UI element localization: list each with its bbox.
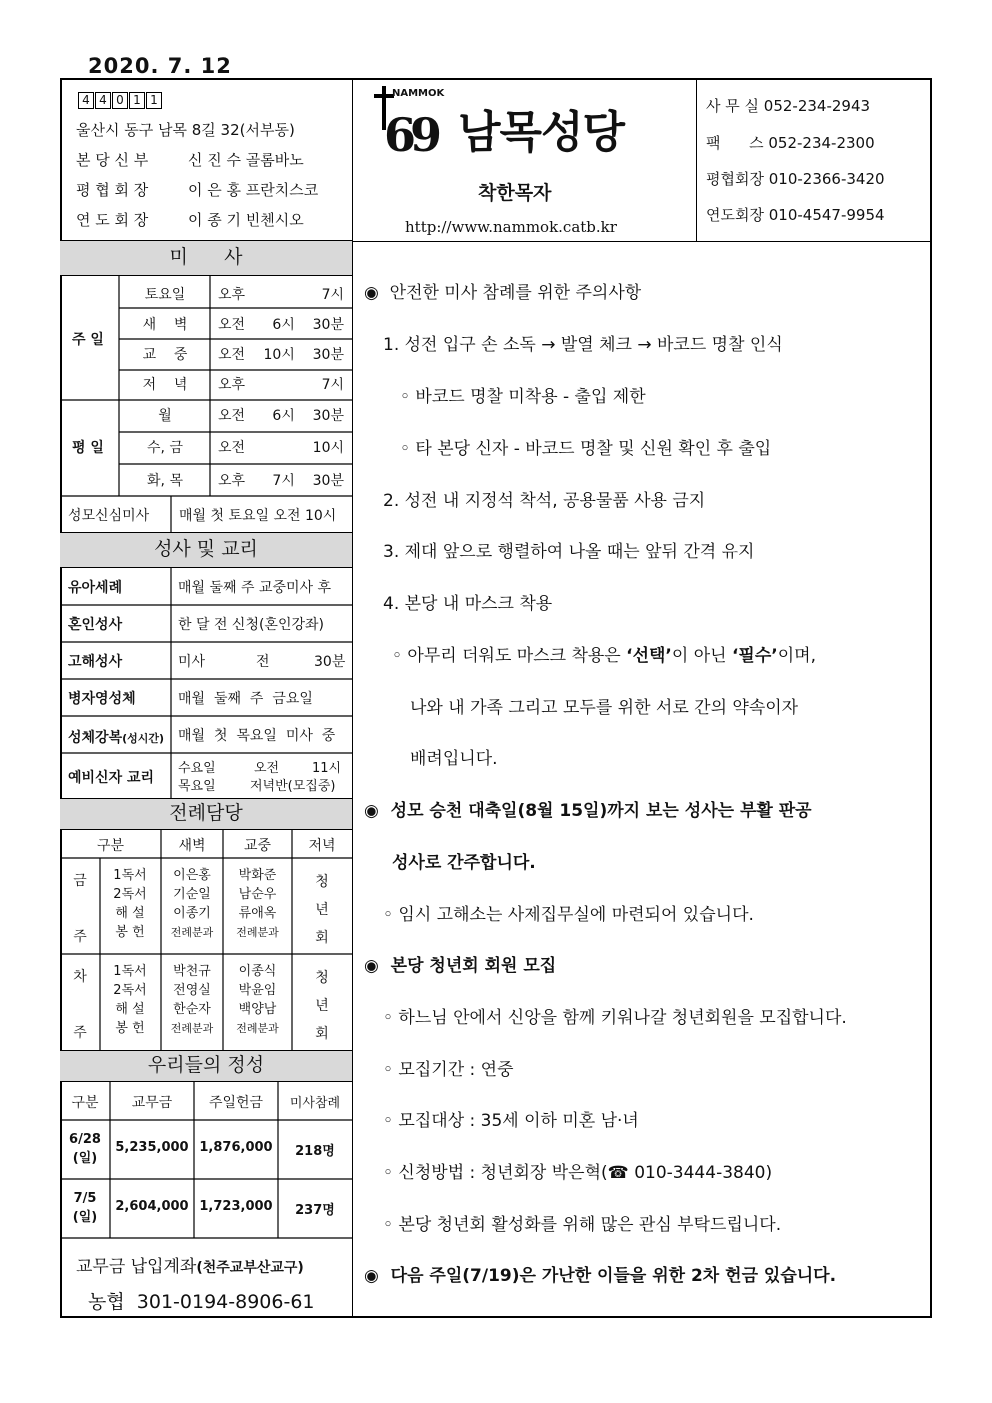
offering-date: 7/5 (일) [72, 1191, 98, 1225]
offering-dues: 5,235,000 [115, 1140, 189, 1155]
liturgy-header: 저녁 [308, 838, 336, 854]
church-name-logo: 남목성당 [458, 107, 625, 158]
sacrament-value: 한 달 전 신청(혼인강좌) [178, 617, 324, 633]
mass-ampm: 오후 [218, 287, 246, 303]
sacrament-value: 저녁반(모집중) [250, 779, 336, 794]
week-label: 금 [73, 873, 87, 889]
notice-subitem: ◦ 타 본당 신자 - 바코드 명찰 및 신원 확인 후 출입 [400, 439, 772, 459]
zip-digit: 4 [95, 92, 111, 109]
marian-mass-label: 성모신심미사 [68, 508, 150, 524]
logo-69-mark: 69 [384, 108, 437, 162]
offering-dues: 2,604,000 [115, 1199, 189, 1214]
offering-header: 교무금 [131, 1095, 173, 1111]
contact-office: 사 무 실 052-234-2943 [706, 97, 871, 115]
notice-second-collection: ◉ 다음 주일(7/19)은 가난한 이들을 위한 2차 헌금 있습니다. [364, 1266, 837, 1286]
liturgy-roles: 1독서 2독서 해 설 봉 헌 [113, 868, 147, 940]
weekday-label: 평 일 [72, 440, 104, 456]
mass-ampm: 오전 [218, 440, 246, 456]
sacrament-value: 수요일 [178, 761, 216, 776]
sacrament-value: 30분 [314, 654, 346, 670]
zip-code [78, 92, 163, 109]
sacrament-name: 병자영성체 [68, 691, 136, 707]
zip-digit: 4 [78, 92, 94, 109]
sacrament-value: 매월 둘째 주 금요일 [178, 691, 313, 707]
notice-confession-title: ◉ 성모 승천 대축일(8월 15일)까지 보는 성사는 부활 판공 [364, 801, 812, 821]
offering-header: 주일헌금 [208, 1095, 264, 1111]
mass-time: 7시 [321, 287, 344, 303]
sacrament-value: 전 [256, 654, 270, 670]
mass-time: 7시 30분 [272, 473, 344, 489]
contact-fax: 팩 스 052-234-2300 [706, 134, 875, 152]
mass-time: 7시 [321, 377, 344, 393]
yeondo-name: 이 종 기 빈첸시오 [188, 211, 304, 229]
notice-item: 4. 본당 내 마스크 착용 [383, 594, 553, 614]
church-address: 울산시 동구 남목 8길 32(서부동) [76, 121, 295, 139]
notice-subitem: ◦ 임시 고해소는 사제집무실에 마련되어 있습니다. [383, 905, 754, 925]
notice-subitem: ◦ 하느님 안에서 신앙을 함께 키워나갈 청년회원을 모집합니다. [383, 1008, 847, 1028]
mass-day: 수, 금 [147, 440, 183, 456]
liturgy-main-names: 이종식 박윤임 백양남 전례분과 [236, 964, 279, 1035]
sacraments-section-title: 성사 및 교리 [60, 532, 352, 568]
liturgy-dawn-names: 박천규 전영실 한순자 전례분과 [170, 964, 214, 1035]
pastor-role: 본 당 신 부 [76, 151, 149, 169]
liturgy-header: 교중 [243, 838, 272, 854]
sunday-label: 주 일 [72, 332, 104, 348]
sacrament-value: 11시 [312, 761, 342, 776]
contact-yeondo: 연도회장 010-4547-9954 [706, 206, 885, 224]
sacrament-name: 성체강복(성시간) [68, 730, 165, 746]
notice-subitem: ◦ 모집기간 : 연중 [383, 1060, 514, 1080]
mass-ampm: 오전 [218, 408, 246, 424]
mass-time: 6시 30분 [272, 408, 344, 424]
church-url[interactable]: http://www.nammok.catb.kr [405, 218, 617, 236]
mass-time: 10시 30분 [263, 347, 344, 363]
mass-ampm: 오후 [218, 377, 246, 393]
account-number: 농협 301-0194-8906-61 [88, 1291, 315, 1313]
logo-english-text: NAMMOK [392, 88, 445, 99]
column-divider [352, 80, 353, 1316]
offering-date: 6/28 (일) [69, 1132, 101, 1166]
zip-digit: 1 [146, 92, 162, 109]
notice-safety-title: ◉ 안전한 미사 참례를 위한 주의사항 [364, 283, 642, 303]
account-label: 교무금 납입계좌(천주교부산교구) [76, 1257, 304, 1277]
sacrament-name: 고해성사 [68, 654, 123, 670]
notice-item: 1. 성전 입구 손 소독 → 발열 체크 → 바코드 명찰 인식 [383, 335, 783, 355]
offering-collection: 1,876,000 [199, 1140, 273, 1155]
notice-subitem: ◦ 바코드 명찰 미착용 - 출입 제한 [400, 387, 646, 407]
mass-ampm: 오후 [218, 473, 246, 489]
liturgy-header: 새벽 [178, 838, 206, 854]
notice-subitem: ◦ 모집대상 : 35세 이하 미혼 남·녀 [383, 1111, 639, 1131]
liturgy-section-title: 전례담당 [60, 798, 352, 830]
yeondo-role: 연 도 회 장 [76, 211, 149, 229]
zip-digit: 1 [129, 92, 145, 109]
offering-header: 미사참례 [289, 1096, 341, 1111]
liturgy-dawn-names: 이은홍 기순일 이종기 전례분과 [170, 868, 214, 939]
liturgy-header: 구분 [96, 838, 125, 854]
mass-day: 월 [158, 408, 172, 424]
offering-section-title: 우리들의 정성 [60, 1050, 352, 1082]
mass-time: 10시 [312, 440, 344, 456]
sacrament-name: 혼인성사 [68, 617, 123, 633]
notice-subitem: ◦ 본당 청년회 활성화를 위해 많은 관심 부탁드립니다. [383, 1215, 782, 1235]
sacrament-value: 미사 [178, 654, 206, 670]
council-name: 이 은 홍 프란치스코 [188, 181, 319, 199]
mass-ampm: 오전 [218, 317, 246, 333]
week-label: 차 [73, 969, 87, 985]
sacrament-value: 오전 [254, 761, 280, 776]
notice-subitem-cont: 나와 내 가족 그리고 모두를 위한 서로 간의 약속이자 [410, 698, 799, 718]
mass-day: 교 중 [142, 347, 188, 363]
mass-day: 화, 목 [147, 473, 183, 489]
notice-confession-title-cont: 성사로 간주합니다. [392, 853, 536, 873]
pastor-name: 신 진 수 골롬바노 [188, 151, 304, 169]
contact-council: 평협회장 010-2366-3420 [706, 170, 885, 188]
offering-collection: 1,723,000 [199, 1199, 273, 1214]
bulletin-subtitle: 착한목자 [478, 182, 552, 204]
council-role: 평 협 회 장 [76, 181, 149, 199]
notice-subitem-cont: 배려입니다. [410, 749, 498, 769]
sacrament-value: 목요일 [178, 779, 216, 794]
liturgy-main-names: 박화준 남순우 류애옥 전례분과 [236, 868, 279, 939]
week-label: 주 [73, 1025, 87, 1041]
notice-item: 3. 제대 앞으로 행렬하여 나올 때는 앞뒤 간격 유지 [383, 542, 755, 562]
sacrament-name: 유아세례 [68, 580, 123, 596]
mass-ampm: 오전 [218, 347, 246, 363]
liturgy-evening: 청 년 회 [315, 874, 329, 946]
mass-day: 새 벽 [142, 317, 188, 333]
offering-attendance: 237명 [295, 1203, 335, 1218]
mass-time: 6시 30분 [272, 317, 344, 333]
bulletin-date: 2020. 7. 12 [88, 54, 232, 78]
header-contact-divider [696, 80, 697, 241]
sacrament-value: 매월 둘째 주 교중미사 후 [178, 580, 332, 596]
notice-subitem: ◦ 아무리 더워도 마스크 착용은 ‘선택’이 아닌 ‘필수’이며, [392, 646, 816, 666]
mass-day: 토요일 [144, 287, 186, 303]
liturgy-roles: 1독서 2독서 해 설 봉 헌 [113, 964, 147, 1036]
mass-day: 저 녁 [142, 377, 188, 393]
offering-header: 구분 [71, 1095, 99, 1111]
liturgy-evening: 청 년 회 [315, 970, 329, 1042]
notice-youth-title: ◉ 본당 청년회 회원 모집 [364, 956, 557, 976]
notice-subitem: ◦ 신청방법 : 청년회장 박은혁(☎ 010-3444-3840) [383, 1163, 773, 1183]
offering-attendance: 218명 [295, 1144, 335, 1159]
marian-mass-value: 매월 첫 토요일 오전 10시 [179, 508, 337, 524]
zip-digit: 0 [112, 92, 128, 109]
sacrament-name: 예비신자 교리 [68, 770, 155, 786]
mass-section-title: 미 사 [60, 240, 352, 276]
week-label: 주 [73, 929, 87, 945]
notice-item: 2. 성전 내 지정석 착석, 공용물품 사용 금지 [383, 491, 706, 511]
sacrament-value: 매월 첫 목요일 미사 중 [178, 728, 336, 744]
